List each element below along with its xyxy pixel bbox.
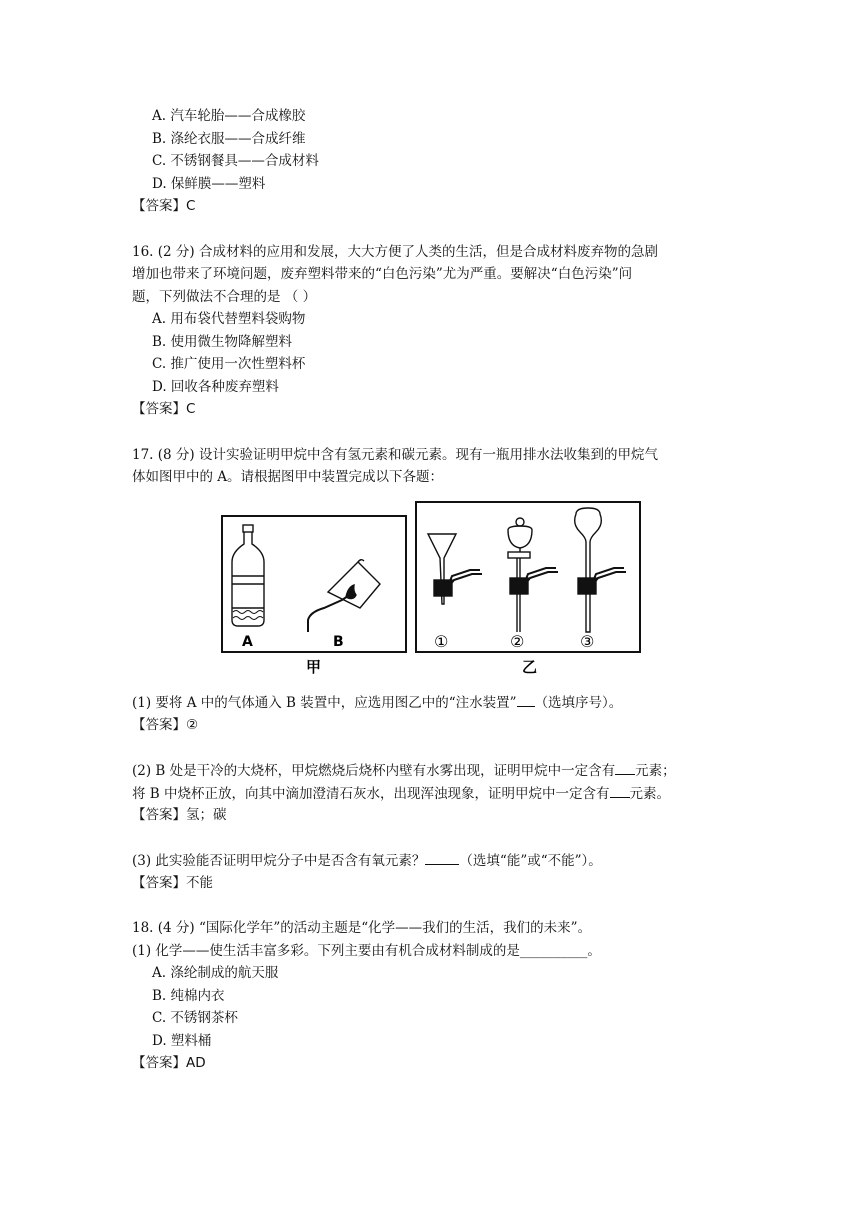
- caption-jia: 甲: [306, 658, 322, 675]
- q15-answer: 【答案】C: [132, 198, 196, 214]
- label-num-2: ②: [510, 632, 525, 651]
- apparatus-figure: [220, 500, 650, 675]
- q18-sub1: (1) 化学——使生活丰富多彩。下列主要由有机合成材料制成的是__________。: [132, 943, 601, 959]
- q16-stem-line2: 增加也带来了环境问题，废弃塑料带来的“白色污染”尤为严重。要解决“白色污染”问: [132, 266, 633, 282]
- q17-sub2-blank-1: [615, 760, 635, 775]
- q17-stem-line1: 17. (8 分) 设计实验证明甲烷中含有氢元素和碳元素。现有一瓶用排水法收集到的甲烷气: [132, 447, 658, 463]
- q15-option-c: C. 不锈钢餐具——合成材料: [152, 153, 319, 169]
- caption-yi: 乙: [522, 658, 538, 675]
- q18-option-c: C. 不锈钢茶杯: [152, 1010, 238, 1026]
- q18-stem: 18. (4 分) “国际化学年”的活动主题是“化学——我们的生活，我们的未来”。: [132, 920, 592, 936]
- q18-option-a: A. 涤纶制成的航天服: [152, 965, 279, 981]
- q17-stem-line2: 体如图甲中的 A。请根据图甲中装置完成以下各题：: [132, 469, 444, 485]
- q17-answer-2: 【答案】氢；碳: [132, 807, 227, 823]
- label-num-3: ③: [580, 632, 595, 651]
- q16-option-d: D. 回收各种废弃塑料: [152, 379, 279, 395]
- q16-stem-line3: 题，下列做法不合理的是 （ ）: [132, 289, 317, 305]
- q17-answer-3: 【答案】不能: [132, 875, 213, 891]
- q17-sub3-blank: [425, 850, 459, 865]
- q18-option-d: D. 塑料桶: [152, 1033, 212, 1049]
- funnel-device-icon: [428, 534, 482, 604]
- label-a: A: [242, 634, 253, 650]
- q17-answer-1: 【答案】②: [132, 717, 199, 733]
- q16-option-a: A. 用布袋代替塑料袋购物: [152, 311, 306, 327]
- q17-sub1-text: (1) 要将 A 中的气体通入 B 装置中，应选用图乙中的“注水装置”: [132, 695, 517, 711]
- q17-sub2-blank-2: [610, 783, 630, 798]
- q17-sub2-line1-text: (2) B 处是干冷的大烧杯，甲烷燃烧后烧杯内壁有水雾出现，证明甲烷中一定含有: [132, 763, 616, 779]
- q16-stem-line1: 16. (2 分) 合成材料的应用和发展，大大方便了人类的生活，但是合成材料废弃物的急剧: [132, 244, 658, 260]
- q17-sub2-line1: [132, 760, 676, 781]
- panel-yi-frame: [416, 502, 640, 652]
- q15-option-b: B. 涤纶衣服——合成纤维: [152, 131, 306, 147]
- q17-sub2-line2: [132, 783, 670, 804]
- long-neck-funnel-device-icon: [575, 508, 626, 632]
- q16-option-c: C. 推广使用一次性塑料杯: [152, 356, 306, 372]
- beaker-flame-icon: [308, 560, 380, 632]
- q16-option-b: B. 使用微生物降解塑料: [152, 334, 293, 350]
- q17-sub2-line2-text: 将 B 中烧杯正放，向其中滴加澄清石灰水，出现浑浊现象，证明甲烷中一定含有: [132, 786, 610, 802]
- q15-option-a: A. 汽车轮胎——合成橡胶: [152, 108, 306, 124]
- q17-sub1: [132, 692, 622, 713]
- q16-answer: 【答案】C: [132, 401, 196, 417]
- q17-sub2-line2-tail: 元素。: [629, 786, 671, 802]
- separatory-funnel-device-icon: [508, 518, 558, 632]
- q17-sub3-text: (3) 此实验能否证明甲烷分子中是否含有氧元素？: [132, 853, 426, 869]
- q17-sub3: [132, 850, 602, 871]
- q17-sub1-hint: （选填序号）。: [534, 695, 623, 711]
- q15-option-d: D. 保鲜膜——塑料: [152, 176, 266, 192]
- q17-sub3-hint: （选填“能”或“不能”）。: [459, 853, 602, 869]
- label-num-1: ①: [434, 632, 449, 651]
- label-b: B: [333, 634, 344, 650]
- q18-answer: 【答案】AD: [132, 1055, 206, 1071]
- q17-sub1-blank: [517, 692, 535, 707]
- q17-sub2-line1-tail: 元素；: [635, 763, 676, 779]
- q18-option-b: B. 纯棉内衣: [152, 988, 225, 1004]
- gas-bottle-icon: [232, 525, 264, 626]
